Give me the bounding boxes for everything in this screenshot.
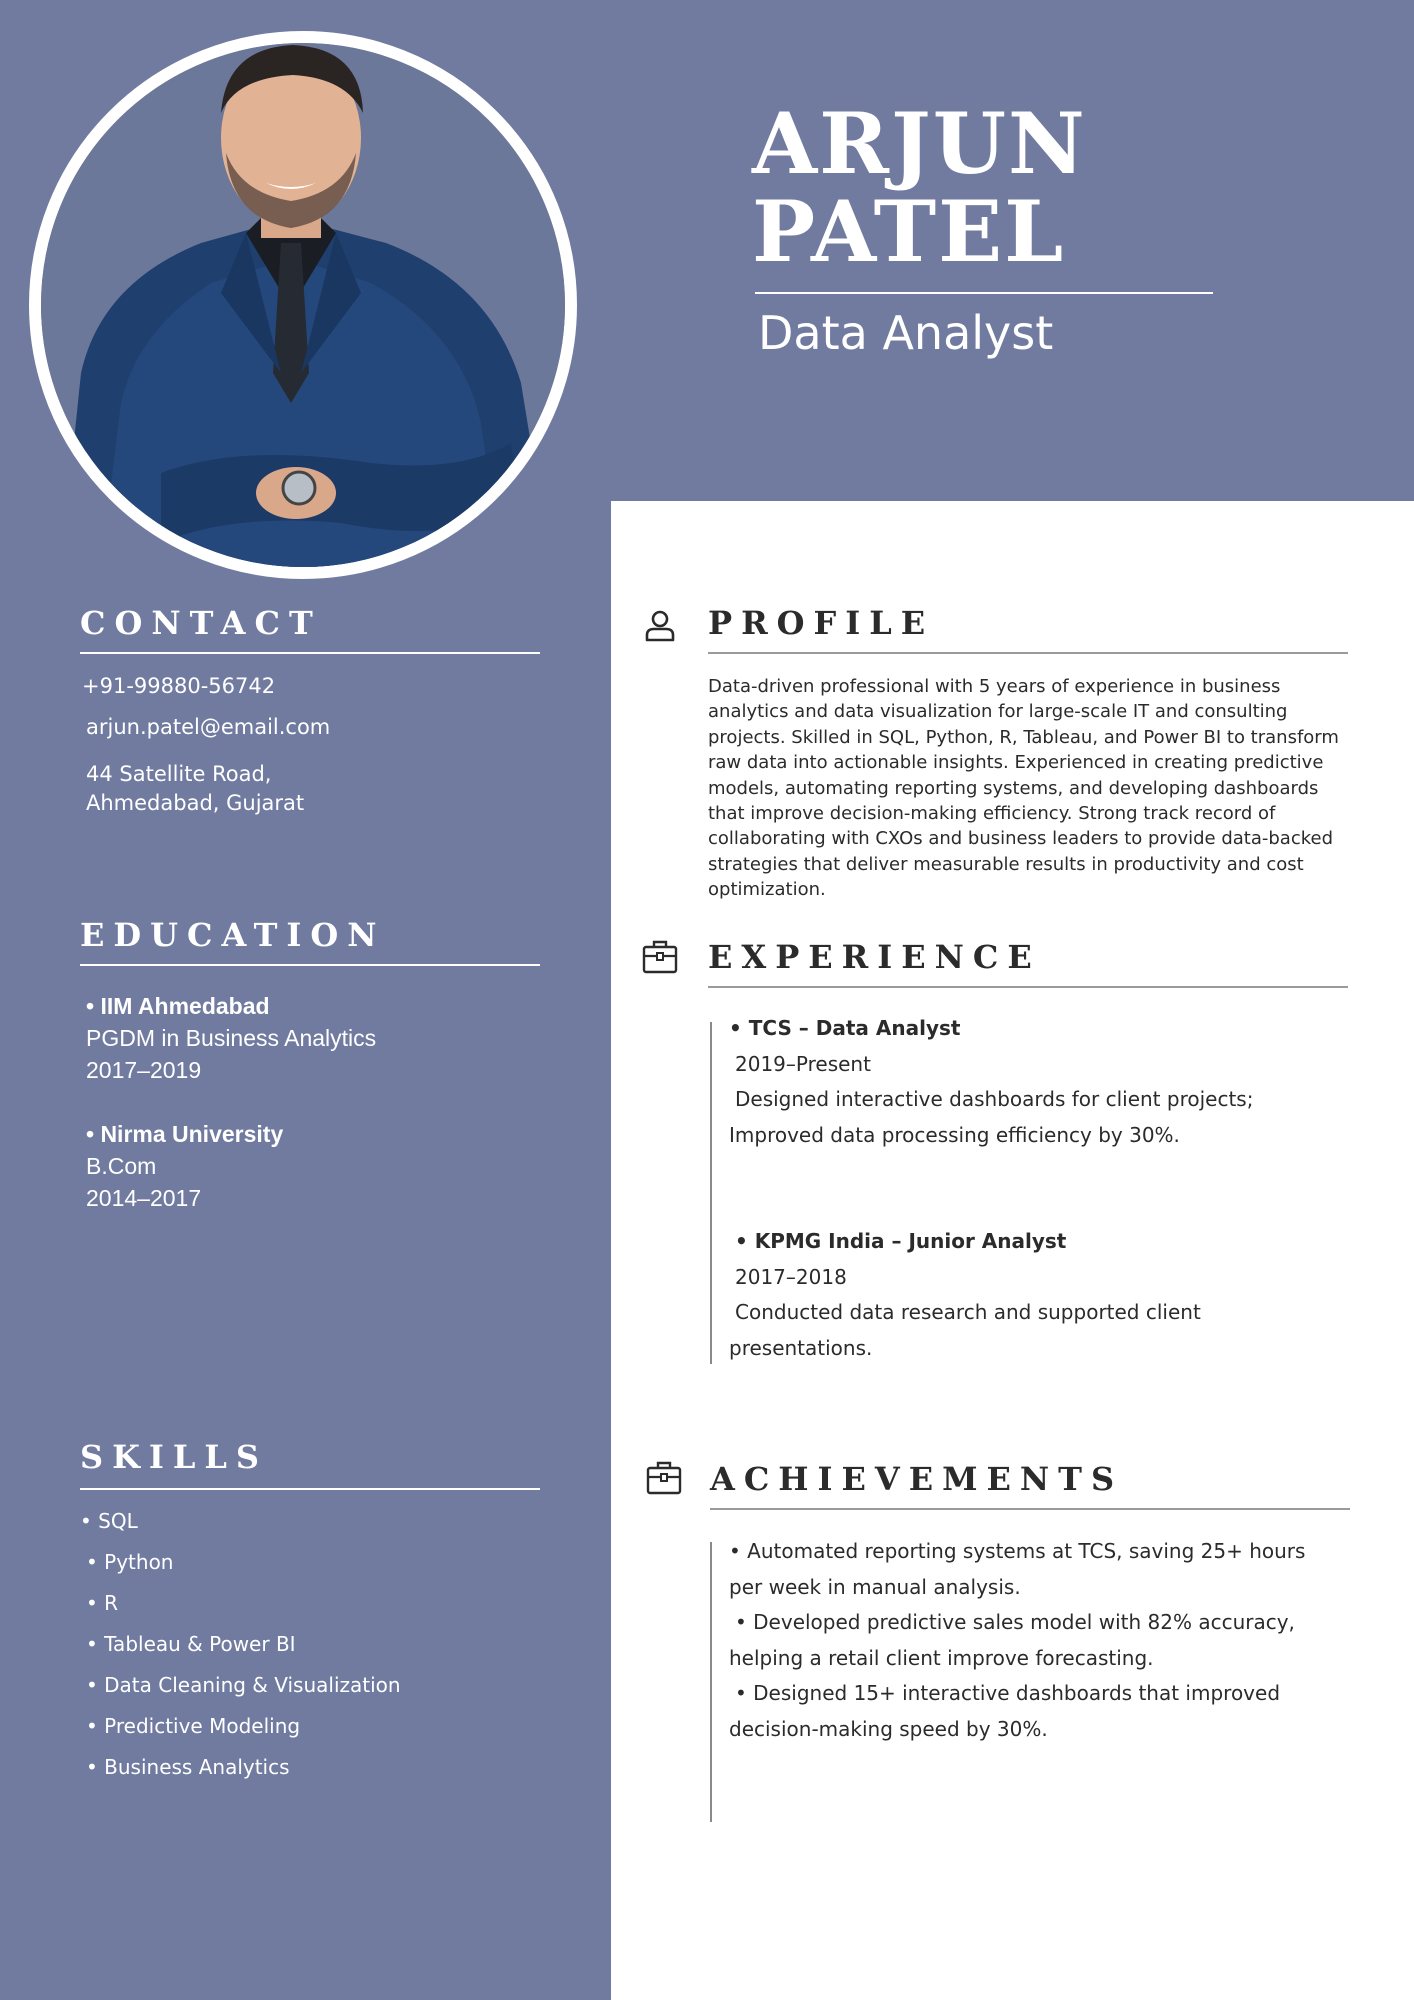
skill-item: • SQL [80, 1509, 138, 1533]
achievement-item: • Designed 15+ interactive dashboards that improved decision-making speed by 30%. [729, 1681, 1281, 1741]
briefcase-icon [642, 939, 678, 975]
skill-item: • Python [86, 1550, 174, 1574]
achievements-heading: ACHIEVEMENTS [710, 1460, 1124, 1498]
contact-email: arjun.patel@email.com [86, 715, 331, 739]
last-name: PATEL [752, 182, 1066, 281]
education-degree: B.Com [86, 1153, 157, 1179]
skills-list [80, 1506, 401, 1793]
experience-role: • KPMG India – Junior Analyst [735, 1229, 1067, 1253]
skill-item: • Business Analytics [86, 1755, 290, 1779]
briefcase-icon [646, 1460, 682, 1496]
achievements-divider [710, 1508, 1350, 1510]
profile-photo [29, 31, 577, 579]
contact-phone: +91-99880-56742 [82, 674, 276, 698]
education-heading: EDUCATION [80, 916, 386, 954]
experience-heading: EXPERIENCE [708, 938, 1041, 976]
experience-timeline-bar [710, 1022, 712, 1364]
profile-heading: PROFILE [708, 604, 935, 642]
education-item [86, 990, 376, 1086]
skill-item: • Data Cleaning & Visualization [86, 1673, 401, 1697]
contact-address-line2: Ahmedabad, Gujarat [86, 791, 305, 815]
experience-description: Designed interactive dashboards for client projects; Improved data processing efficiency by 30%. [729, 1087, 1254, 1147]
education-school: • Nirma University [86, 1121, 284, 1147]
person-icon [642, 608, 678, 644]
skills-heading: SKILLS [80, 1438, 268, 1476]
job-title: Data Analyst [758, 306, 1054, 360]
education-item [86, 1118, 283, 1214]
experience-item [729, 1011, 1289, 1153]
experience-role: • TCS – Data Analyst [729, 1016, 961, 1040]
experience-item [729, 1224, 1289, 1366]
profile-summary: Data-driven professional with 5 years of experience in business analytics and data visualization for large-scale IT and consulting projects. Skilled in SQL, Python, R, Tableau, and Power BI to transform raw data into actionable insights. Experienced in creating predictive models, automating reporting systems, and developing dashboards that improve decision-making efficiency. Strong track record of collaborating with CXOs and business leaders to provide data-backed strategies that deliver measurable results in productivity and cost optimization. [708, 676, 1339, 901]
education-school: • IIM Ahmedabad [86, 993, 270, 1019]
education-divider [80, 964, 540, 966]
skills-divider [80, 1488, 540, 1490]
experience-divider [708, 986, 1348, 988]
portrait-illustration [41, 43, 565, 567]
education-degree: PGDM in Business Analytics [86, 1025, 377, 1051]
skill-item: • Tableau & Power BI [86, 1632, 296, 1656]
skill-item: • Predictive Modeling [86, 1714, 301, 1738]
experience-period: 2017–2018 [735, 1264, 847, 1289]
achievement-item: • Developed predictive sales model with 82% accuracy, helping a retail client improve forecasting. [729, 1610, 1295, 1670]
contact-divider [80, 652, 540, 654]
contact-heading: CONTACT [80, 604, 322, 642]
candidate-name [752, 94, 1087, 281]
profile-divider [708, 652, 1348, 654]
experience-description: Conducted data research and supported client presentations. [729, 1300, 1201, 1360]
education-years: 2014–2017 [86, 1185, 202, 1211]
education-years: 2017–2019 [86, 1057, 202, 1083]
experience-period: 2019–Present [735, 1051, 871, 1076]
achievements-timeline-bar [710, 1542, 712, 1822]
achievement-item: • Automated reporting systems at TCS, saving 25+ hours per week in manual analysis. [729, 1539, 1306, 1599]
first-name: ARJUN [752, 94, 1087, 193]
skill-item: • R [86, 1591, 119, 1615]
name-divider [755, 292, 1213, 294]
achievements-list [729, 1534, 1309, 1747]
contact-address-line1: 44 Satellite Road, [86, 762, 272, 786]
